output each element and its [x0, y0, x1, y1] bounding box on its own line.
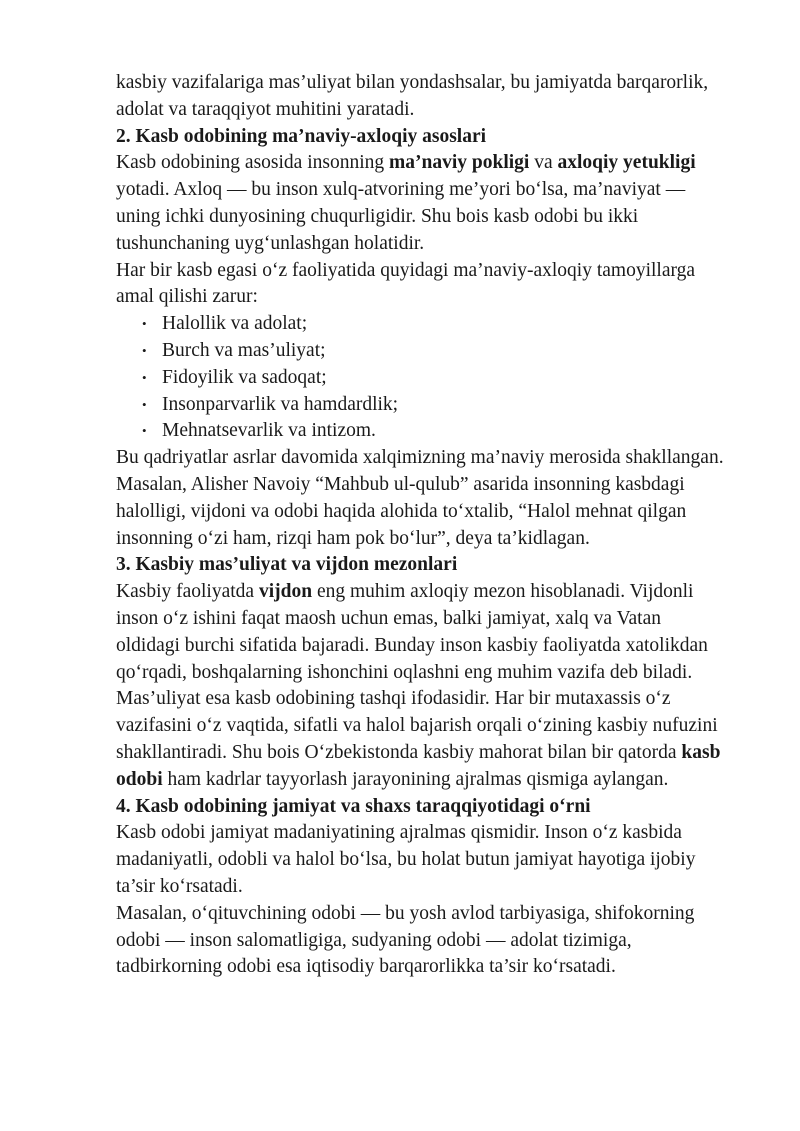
list-item-text: Halollik va adolat; [162, 313, 308, 335]
section-2-paragraph-1 [116, 150, 756, 257]
text-run: Kasbiy faoliyatda [116, 581, 259, 603]
bullet-icon: • [142, 423, 147, 439]
text-run: eng muhim axloqiy mezon hisoblanadi. Vijdonli [312, 581, 694, 603]
list-item [142, 311, 756, 338]
section-4-heading: 4. Kasb odobining jamiyat va shaxs taraqqiyotidagi o‘rni [116, 795, 591, 817]
bold-term: vijdon [258, 581, 313, 603]
intro-paragraph [116, 70, 756, 124]
text-line: Mas’uliyat esa kasb odobining tashqi ifodasidir. Har bir mutaxassis o‘z [116, 688, 671, 710]
text-line: Har bir kasb egasi o‘z faoliyatida quyidagi ma’naviy-axloqiy tamoyillarga [116, 259, 696, 281]
list-item-text: Burch va mas’uliyat; [162, 339, 326, 361]
text-line: uning ichki dunyosining chuqurligidir. Shu bois kasb odobi bu ikki [116, 205, 639, 227]
text-line: inson o‘z ishini faqat maosh uchun emas, balki jamiyat, xalq va Vatan [116, 607, 661, 629]
list-item-text: Mehnatsevarlik va intizom. [162, 420, 376, 442]
text-line: Bu qadriyatlar asrlar davomida xalqimizning ma’naviy merosida shakllangan. [116, 447, 724, 469]
section-3-paragraph-1 [116, 579, 756, 686]
text-line: insonning o‘zi ham, rizqi ham pok bo‘lur”, deya ta’kidlagan. [116, 527, 590, 549]
section-3-heading: 3. Kasbiy mas’uliyat va vijdon mezonlari [116, 554, 458, 576]
list-item-text: Insonparvarlik va hamdardlik; [162, 393, 399, 415]
list-item-text: Fidoyilik va sadoqat; [162, 366, 327, 388]
text-line: tadbirkorning odobi esa iqtisodiy barqarorlikka ta’sir ko‘rsatadi. [116, 956, 616, 978]
list-item [142, 338, 756, 365]
text-line: ta’sir ko‘rsatadi. [116, 875, 243, 897]
document-page [116, 70, 756, 981]
bullet-icon: • [142, 369, 147, 385]
text-line: Masalan, Alisher Navoiy “Mahbub ul-qulub” asarida insonning kasbdagi [116, 473, 685, 495]
text-line: yotadi. Axloq — bu inson xulq-atvorining me’yori bo‘lsa, ma’naviyat — [116, 179, 686, 201]
list-item [142, 392, 756, 419]
text-line: oldidagi burchi sifatida bajaradi. Bunday inson kasbiy faoliyatda xatolikdan [116, 634, 708, 656]
bold-term: odobi [116, 768, 163, 790]
bullet-icon: • [142, 342, 147, 358]
section-4-paragraph-2 [116, 901, 756, 981]
bullet-icon: • [142, 316, 147, 332]
text-line: amal qilishi zarur: [116, 286, 258, 308]
bold-term: axloqiy yetukligi [557, 152, 696, 174]
list-item [142, 418, 756, 445]
section-2-paragraph-2 [116, 258, 756, 312]
intro-line: kasbiy vazifalariga mas’uliyat bilan yondashsalar, bu jamiyatda barqarorlik, [116, 72, 709, 93]
text-run: va [529, 152, 558, 174]
list-item [142, 365, 756, 392]
text-line: odobi — inson salomatligiga, sudyaning odobi — adolat tizimiga, [116, 929, 632, 951]
section-3-paragraph-2 [116, 686, 756, 793]
principles-list [116, 311, 756, 445]
text-line: Kasb odobi jamiyat madaniyatining ajralmas qismidir. Inson o‘z kasbida [116, 822, 682, 844]
text-line: tushunchaning uyg‘unlashgan holatidir. [116, 232, 425, 254]
text-line: madaniyatli, odobli va halol bo‘lsa, bu holat butun jamiyat hayotiga ijobiy [116, 849, 696, 871]
section-4-paragraph-1 [116, 820, 756, 900]
bullet-icon: • [142, 396, 147, 412]
text-line: vazifasini o‘z vaqtida, sifatli va halol bajarish orqali o‘zining kasbiy nufuzini [116, 715, 718, 737]
section-2-paragraph-3 [116, 445, 756, 552]
text-line: halolligi, vijdoni va odobi haqida alohida to‘xtalib, “Halol mehnat qilgan [116, 500, 687, 522]
text-line: Masalan, o‘qituvchining odobi — bu yosh avlod tarbiyasiga, shifokorning [116, 902, 695, 924]
intro-line: adolat va taraqqiyot muhitini yaratadi. [116, 98, 415, 120]
text-run: Kasb odobining asosida insonning [116, 152, 389, 174]
text-run: shakllantiradi. Shu bois O‘zbekistonda kasbiy mahorat bilan bir qatorda [116, 741, 682, 763]
section-2-heading: 2. Kasb odobining ma’naviy-axloqiy asoslari [116, 125, 487, 147]
text-run: ham kadrlar tayyorlash jarayonining ajralmas qismiga aylangan. [162, 768, 669, 790]
bold-term: ma’naviy pokligi [389, 152, 530, 174]
bold-term: kasb [681, 741, 721, 763]
text-line: qo‘rqadi, boshqalarning ishonchini oqlashni eng muhim vazifa deb biladi. [116, 661, 693, 683]
